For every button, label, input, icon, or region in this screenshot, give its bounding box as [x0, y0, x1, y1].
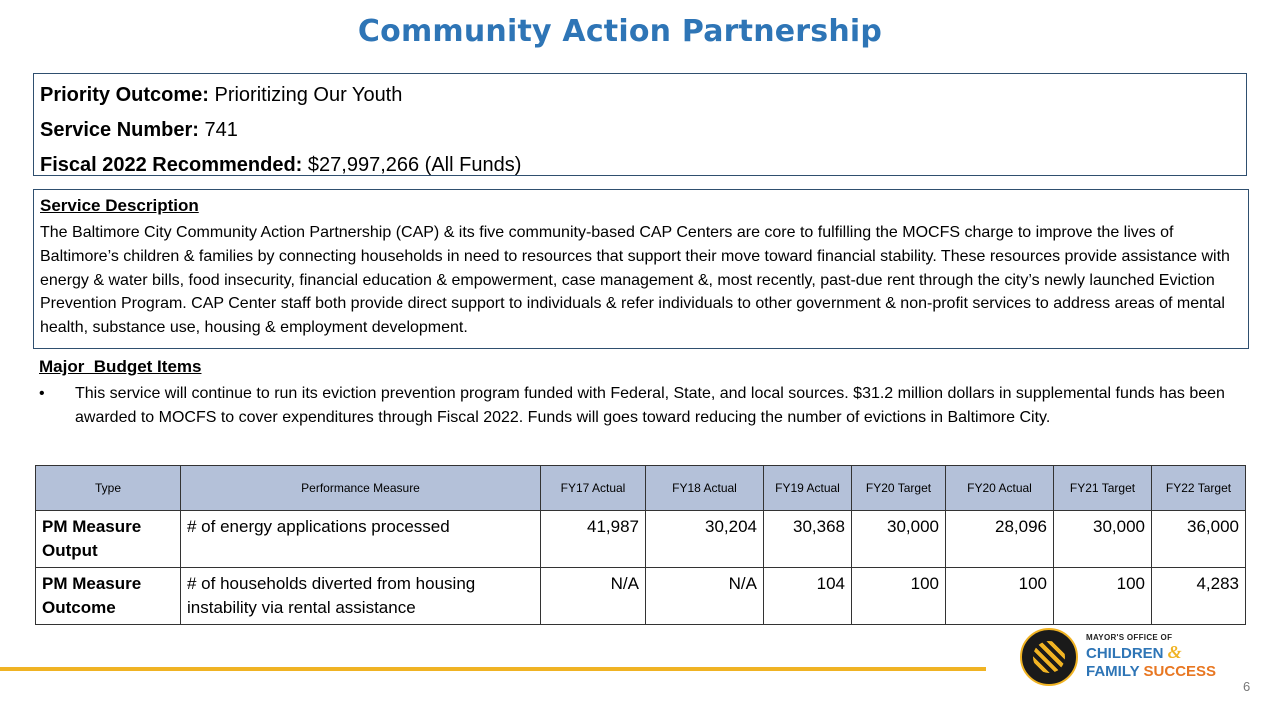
col-header-fy20-target: FY20 Target — [852, 466, 946, 511]
budget-bullet-text: This service will continue to run its eviction prevention program funded with Federal, State, and local sources. $31.2 million dollars in supplemental funds has been awarded to MOCFS to cover expenditures through Fiscal 2022. Funds will goes toward reducing the number of evictions in Baltimore City. — [75, 385, 1225, 426]
cell-fy20-actual: 28,096 — [946, 511, 1054, 568]
footer-divider — [0, 667, 986, 671]
cell-fy18-actual: N/A — [646, 568, 764, 625]
cell-fy20-target: 100 — [852, 568, 946, 625]
fiscal-recommended-label: Fiscal 2022 Recommended: — [40, 154, 303, 176]
cell-measure: # of energy applications processed — [181, 511, 541, 568]
priority-outcome-row — [40, 78, 1240, 113]
col-header-fy19-actual: FY19 Actual — [764, 466, 852, 511]
major-budget-section — [39, 354, 1239, 429]
logo-line-1: MAYOR'S OFFICE OF — [1086, 633, 1173, 642]
logo-success: SUCCESS — [1143, 663, 1217, 680]
cell-fy21-target: 30,000 — [1054, 511, 1152, 568]
col-header-measure: Performance Measure — [181, 466, 541, 511]
cell-fy21-target: 100 — [1054, 568, 1152, 625]
service-description-text: The Baltimore City Community Action Partnership (CAP) & its five community-based CAP Centers are core to fulfilling the MOCFS charge to improve the lives of Baltimore’s children & families by connecting households in need to resources that support their move toward financial stability. These resources provide assistance with energy & water bills, food insecurity, financial education & empowerment, case management &, most recently, past-due rent through the city’s newly launched Eviction Prevention Program. CAP Center staff both provide direct support to individuals & refer individuals to other government & non-profit services to address areas of mental health, substance use, housing & employment development. — [40, 224, 1230, 337]
col-header-fy18-actual: FY18 Actual — [646, 466, 764, 511]
table-header-row — [36, 466, 1246, 511]
cell-fy20-target: 30,000 — [852, 511, 946, 568]
priority-outcome-value: Prioritizing Our Youth — [214, 84, 403, 106]
service-description-heading: Service Description — [40, 196, 199, 215]
col-header-fy17-actual: FY17 Actual — [541, 466, 646, 511]
mocfs-logo — [1018, 627, 1238, 689]
priority-outcome-label: Priority Outcome: — [40, 84, 209, 106]
cell-fy19-actual: 104 — [764, 568, 852, 625]
logo-family: FAMILY — [1086, 663, 1140, 680]
fiscal-recommended-value: $27,997,266 (All Funds) — [307, 154, 522, 176]
major-budget-heading: Major Budget Items — [39, 357, 202, 376]
cell-fy20-actual: 100 — [946, 568, 1054, 625]
baltimore-seal-icon — [1020, 628, 1078, 686]
cell-type: PM Measure Outcome — [36, 568, 181, 625]
budget-bullet-item — [39, 382, 1239, 429]
fiscal-recommended-row — [40, 148, 1240, 183]
col-header-fy20-actual: FY20 Actual — [946, 466, 1054, 511]
cell-fy17-actual: 41,987 — [541, 511, 646, 568]
cell-type: PM Measure Output — [36, 511, 181, 568]
cell-fy17-actual: N/A — [541, 568, 646, 625]
service-number-label: Service Number: — [40, 119, 199, 141]
service-description-box — [33, 189, 1249, 349]
bullet-icon: • — [39, 385, 45, 402]
page-number: 6 — [1243, 679, 1251, 694]
cell-measure: # of households diverted from housing instability via rental assistance — [181, 568, 541, 625]
seal-center-icon — [1033, 641, 1065, 673]
performance-measures-table — [35, 465, 1246, 625]
summary-box — [33, 73, 1247, 176]
logo-line-3 — [1086, 663, 1216, 681]
service-number-row — [40, 113, 1240, 148]
page-title: Community Action Partnership — [357, 14, 883, 49]
table-row — [36, 511, 1246, 568]
logo-children: CHILDREN — [1086, 645, 1164, 662]
logo-line-2 — [1086, 643, 1216, 663]
logo-wordmark — [1086, 633, 1216, 681]
cell-fy18-actual: 30,204 — [646, 511, 764, 568]
col-header-fy22-target: FY22 Target — [1152, 466, 1246, 511]
cell-fy22-target: 36,000 — [1152, 511, 1246, 568]
col-header-type: Type — [36, 466, 181, 511]
logo-ampersand: & — [1167, 642, 1182, 662]
table-row — [36, 568, 1246, 625]
cell-fy19-actual: 30,368 — [764, 511, 852, 568]
col-header-fy21-target: FY21 Target — [1054, 466, 1152, 511]
service-number-value: 741 — [204, 119, 238, 141]
cell-fy22-target: 4,283 — [1152, 568, 1246, 625]
